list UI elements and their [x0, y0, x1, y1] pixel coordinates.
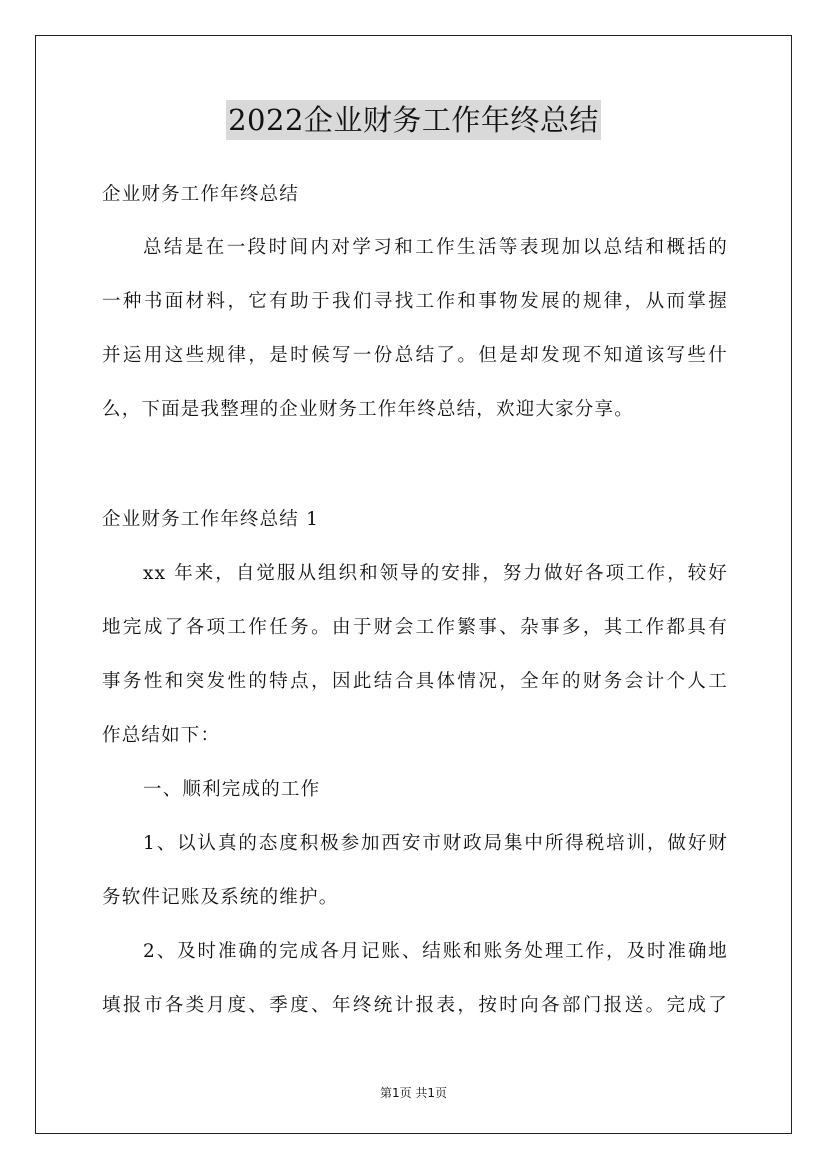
- text-line: 一、顺利完成的工作: [143, 779, 321, 800]
- text-line: 企业财务工作年终总结 1: [102, 509, 320, 530]
- text-line: 事务性和突发性的特点，因此结合具体情况，全年的财务会计个人工: [102, 671, 728, 692]
- text-line: 总结是在一段时间内对学习和工作生活等表现加以总结和概括的: [143, 237, 728, 258]
- text-line: 并运用这些规律，是时候写一份总结了。但是却发现不知道该写些什: [102, 345, 728, 366]
- text-line: 务软件记账及系统的维护。: [102, 887, 339, 908]
- text-line: 2、及时准确的完成各月记账、结账和账务处理工作，及时准确地: [143, 941, 728, 962]
- text-line: 填报市各类月度、季度、年终统计报表，按时向各部门报送。完成了: [102, 995, 728, 1016]
- title-wrapper: [0, 100, 827, 140]
- text-line: 1、以认真的态度积极参加西安市财政局集中所得税培训，做好财: [143, 833, 728, 854]
- text-line: 作总结如下：: [102, 725, 221, 746]
- text-line: xx 年来，自觉服从组织和领导的安排，努力做好各项工作，较好: [143, 563, 728, 584]
- text-line: 么，下面是我整理的企业财务工作年终总结，欢迎大家分享。: [102, 399, 634, 420]
- document-title: 2022企业财务工作年终总结: [226, 100, 601, 140]
- text-line: 地完成了各项工作任务。由于财会工作繁事、杂事多，其工作都具有: [102, 617, 728, 638]
- text-line: 一种书面材料，它有助于我们寻找工作和事物发展的规律，从而掌握: [102, 291, 728, 312]
- text-line: 企业财务工作年终总结: [102, 184, 300, 205]
- page-footer: 第1页 共1页: [379, 1086, 448, 1100]
